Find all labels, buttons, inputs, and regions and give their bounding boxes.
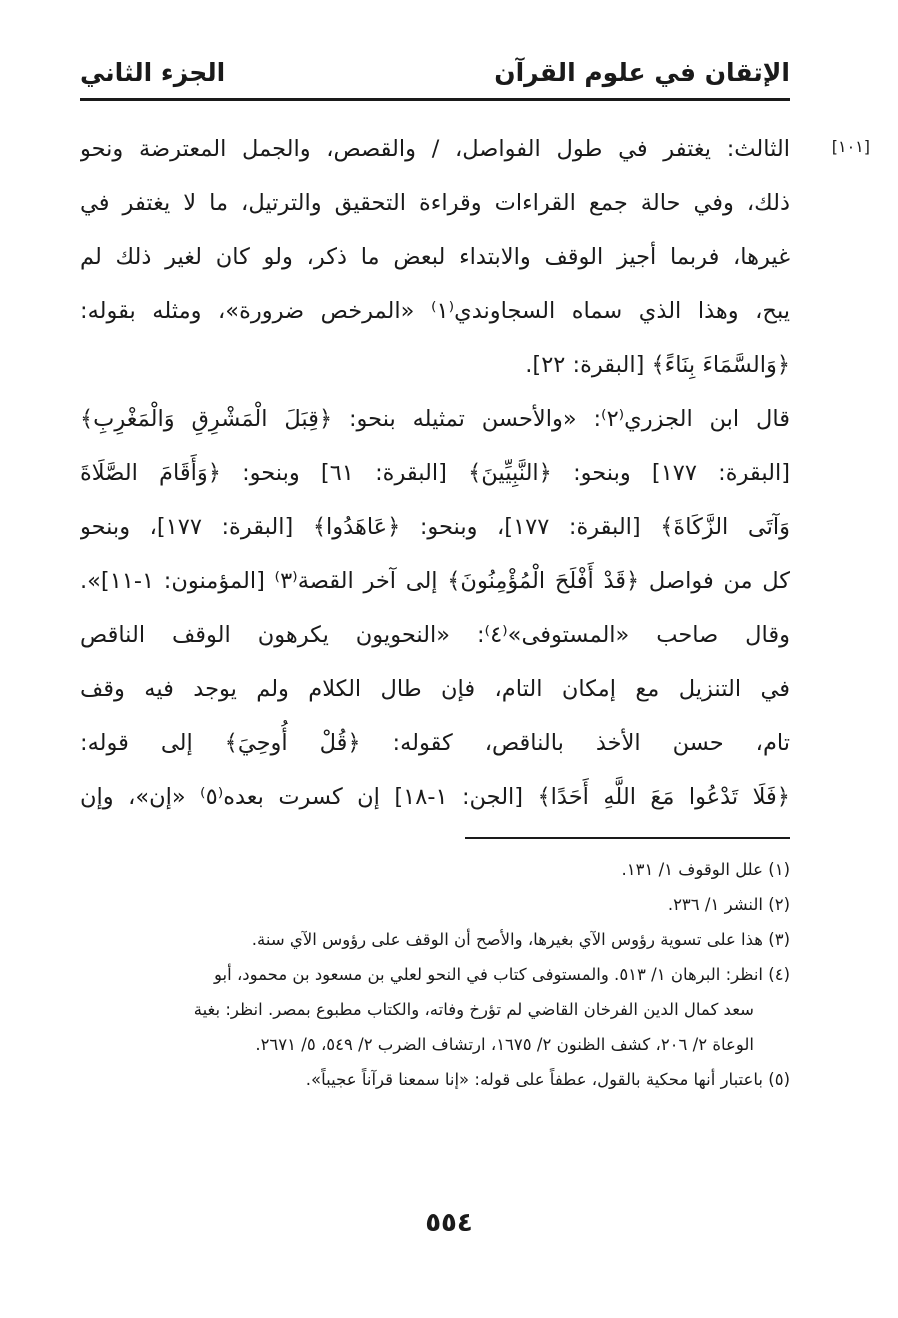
- text-line: ذلك، وفي حالة جمع القراءات وقراءة التحقيق والترتيل، ما لا يغتفر في: [80, 190, 790, 216]
- text-line: [البقرة: ١٧٧] وبنحو: ﴿النَّبِيِّينَ﴾ [البقرة: ٦١] وبنحو: ﴿وَأَقَامَ الصَّلَاةَ: [80, 460, 790, 486]
- footnote-line: (١) علل الوقوف ١/ ١٣١.: [621, 860, 790, 879]
- footnote-line: (٢) النشر ١/ ٢٣٦.: [667, 895, 790, 914]
- main-text: [80, 122, 790, 824]
- footnote-line: (٤) انظر: البرهان ١/ ٥١٣. والمستوفى كتاب في النحو لعلي بن مسعود بن محمود، أبو: [214, 965, 790, 984]
- text-line: يبح، وهذا الذي سماه السجاوندي⁽١⁾ «المرخص ضرورة»، ومثله بقوله:: [80, 298, 790, 324]
- text-line: غيرها، فربما أجيز الوقف والابتداء لبعض ما ذكر، ولو كان لغير ذلك لم: [80, 244, 790, 270]
- footnote-line: سعد كمال الدين الفرخان القاضي لم تؤرخ وفاته، والكتاب مطبوع بمصر. انظر: بغية: [193, 1000, 754, 1019]
- footnote-line: (٥) باعتبار أنها محكية بالقول، عطفاً على قوله: «إنا سمعنا قرآناً عجيباً».: [305, 1070, 790, 1089]
- margin-page-marker: [١٠١]: [831, 137, 870, 156]
- text-line: ﴿فَلَا تَدْعُوا مَعَ اللَّهِ أَحَدًا﴾ [الجن: ١-١٨] إن كسرت بعده⁽٥⁾ «إن»، وإن: [80, 784, 790, 810]
- text-line: في التنزيل مع إمكان التام، فإن طال الكلام ولم يوجد فيه وقف: [80, 676, 790, 702]
- text-line: قال ابن الجزري⁽٢⁾: «والأحسن تمثيله بنحو: ﴿قِبَلَ الْمَشْرِقِ وَالْمَغْرِبِ﴾: [80, 406, 790, 432]
- text-line: كل من فواصل ﴿قَدْ أَفْلَحَ الْمُؤْمِنُونَ﴾ إلى آخر القصة⁽٣⁾ [المؤمنون: ١-١١]».: [80, 568, 790, 594]
- text-line: وقال صاحب «المستوفى»⁽٤⁾: «النحويون يكرهون الوقف الناقص: [80, 622, 790, 648]
- page-number: ٥٥٤: [425, 1208, 473, 1238]
- footnote-separator: [465, 837, 790, 839]
- text-line: تام، حسن الأخذ بالناقص، كقوله: ﴿قُلْ أُوحِيَ﴾ إلى قوله:: [80, 730, 790, 756]
- footnote-line: الوعاة ٢/ ٢٠٦، كشف الظنون ٢/ ١٦٧٥، ارتشاف الضرب ٢/ ٥٤٩، ٥/ ٢٦٧١.: [255, 1035, 754, 1054]
- part-label: الجزء الثاني: [80, 58, 226, 87]
- text-line: وَآتَى الزَّكَاةَ﴾ [البقرة: ١٧٧]، وبنحو: ﴿عَاهَدُوا﴾ [البقرة: ١٧٧]، وبنحو: [80, 514, 790, 540]
- footnote-line: (٣) هذا على تسوية رؤوس الآي بغيرها، والأصح أن الوقف على رؤوس الآي سنة.: [251, 930, 790, 949]
- footnotes: [80, 852, 790, 1097]
- book-title: الإتقان في علوم القرآن: [494, 58, 790, 87]
- text-line: الثالث: يغتفر في طول الفواصل، / والقصص، والجمل المعترضة ونحو: [80, 136, 790, 162]
- running-header: [80, 58, 790, 101]
- text-line: ﴿وَالسَّمَاءَ بِنَاءً﴾ [البقرة: ٢٢].: [525, 352, 790, 378]
